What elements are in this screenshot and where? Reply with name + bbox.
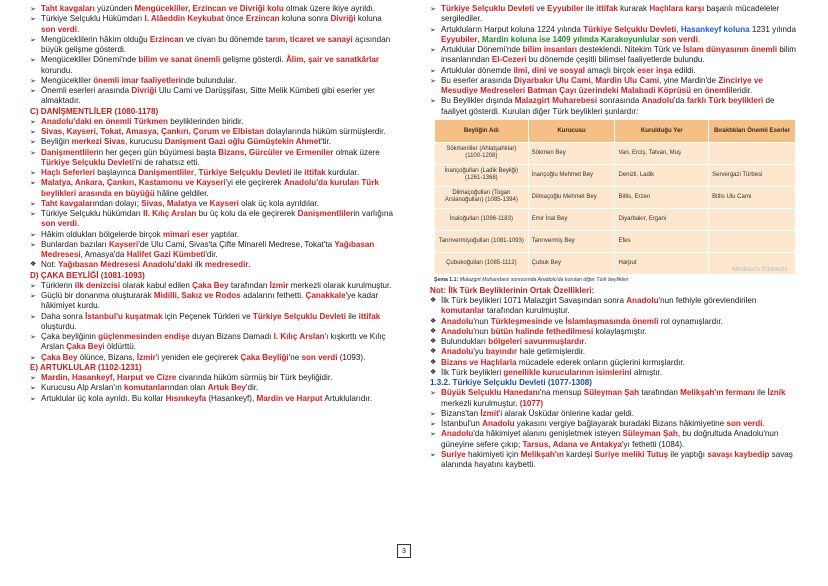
table-row xyxy=(435,186,796,208)
table-cell: Denizli, Ladik xyxy=(615,164,709,186)
note-item: ❖ Not: Yağıbasan Medresesi Anadolu'daki ilk medresedir. xyxy=(30,260,251,270)
section-heading: E) ARTUKLULAR (1102-1231) xyxy=(30,362,142,372)
table-cell: Dilmaçoğlu Mehmet Bey xyxy=(528,186,615,208)
table-cell: Harput xyxy=(615,252,709,274)
list-item: ➢ Artuklular üç kola ayrıldı. Bu kollar Hısnıkeyfa (Hasankeyf), Mardin ve Harput Artuklularıdır. xyxy=(30,393,373,403)
table-cell: Emir İnal Bey xyxy=(528,208,615,230)
list-item: ➢ Türkiye Selçuklu Hükümdarı I. Alâeddin Keykubat önce Erzincan koluna sonra Divriği koluna son verdi. xyxy=(30,14,382,34)
list-item: ➢ Suriye hakimiyeti için Melikşah'ın kardeşi Suriye meliki Tutuş ile yaptığı savaşı kaybedip savaş alanında hayatını kaybetti. xyxy=(430,449,793,469)
note-item: ❖ İlk Türk beylikleri genellikle kurucularının isimlerini almıştır. xyxy=(430,367,663,377)
list-item: ➢ Artuklular dönemde ilmî, dinî ve sosyal amaçlı birçok eser inşa edildi. xyxy=(430,65,696,75)
note-item: ❖ Bulundukları bölgeleri savunmuşlardır. xyxy=(430,337,587,346)
page-number: 3 xyxy=(397,544,411,558)
beylikler-table xyxy=(434,119,796,275)
table-cell: Tanrıvermişoğulları (1081-1093) xyxy=(435,230,529,252)
table-header: Kurucusu xyxy=(528,119,615,142)
note-item: ❖ Anadolu'nun Türkleşmesinde ve İslamlaşmasında önemli rol oynamışlardır. xyxy=(430,316,723,326)
left-column xyxy=(30,4,398,404)
table-row xyxy=(435,142,796,164)
table-cell: Sökmenliler (Ahlatşahlılar) (1100-1208) xyxy=(435,142,529,164)
note-item: ❖ Anadolu'yu bayındır hale getirmişlerdir. xyxy=(430,347,586,357)
list-item: ➢ Artuklular Dönemi'nde bilim insanları desteklendi. Nitekim Türk ve İslam dünyasının önemli bilim insanlarından El-Cezeri bu dönemde çeşitli bilimsel faaliyetlerde bulundu. xyxy=(430,45,796,65)
list-item: ➢ Mardin, Hasankeyf, Harput ve Cizre civarında hüküm sürmüş bir Türk beyliğidir. xyxy=(30,373,333,382)
list-item: ➢ Beyliğin merkezi Sivas, kurucusu Danişment Gazi oğlu Gümüştekin Ahmet'tir. xyxy=(30,137,332,147)
table-cell: İnaloğulları (1096-1183) xyxy=(435,208,529,230)
note-heading: Not: İlk Türk Beyliklerinin Ortak Özellikleri: xyxy=(430,285,595,295)
list-item: ➢ Kurucusu Alp Arslan'ın komutanlarından olan Artuk Bey'dir. xyxy=(30,383,259,393)
table-cell: Dilmaçoğulları (Togan Arslanoğulları) (1085-1394) xyxy=(435,186,529,208)
list-item: ➢ Mengüceklilerin hâkim olduğu Erzincan ve civarı bu dönemde tarım, ticaret ve sanayi açısından büyük gelişme gösterdi. xyxy=(30,34,391,54)
list-item: ➢ Haçlı Seferleri başlayınca Danişmentliler, Türkiye Selçuklu Devleti ile ittifak kurdular. xyxy=(30,168,360,177)
list-item: ➢ Danişmentlilerin her geçen gün büyümesi başta Bizans, Gürcüler ve Ermeniler olmak üzere Türkiye Selçuklu Devleti'ni de rahatsız etti. xyxy=(30,147,380,167)
table-cell: Diyarbakır, Ergani xyxy=(615,208,709,230)
list-item: ➢ Çaka Bey ölünce, Bizans, İzmir'i yeniden ele geçirerek Çaka Beyliği'ne son verdi (1093). xyxy=(30,352,366,362)
note-item: ❖ Bizans ve Haçlılarla mücadele ederek onların güçlerini kırmışlardır. xyxy=(430,357,685,367)
table-header: Bıraktıkları Önemli Eserler xyxy=(709,119,796,142)
list-item: ➢ Malatya, Ankara, Çankırı, Kastamonu ve Kayseri'yi ele geçirerek Anadolu'da kurulan Türk beylikleri arasında en büyüğü hâline geldiler. xyxy=(30,178,379,198)
list-item: ➢ Bunlardan bazıları Kayseri'de Ulu Cami, Sivas'ta Çifte Minareli Medrese, Tokat'ta Yağıbasan Medresesi, Amasya'da Halifet Gazi Kümbeti'dir. xyxy=(30,239,375,259)
list-item: ➢ Bu Beylikler dışında Malazgirt Muharebesi sonrasında Anadolu'da farklı Türk beylikleri de faaliyet gösterdi. Kurulan diğer Türk beylikleri şunlardır: xyxy=(430,96,775,116)
list-item: ➢ Hâkim oldukları bölgelerde birçok mimari eser yaptılar. xyxy=(30,229,239,239)
table-cell: Sökmen Bey xyxy=(528,142,615,164)
section-heading: 1.3.2. Türkiye Selçuklu Devleti (1077-1308) xyxy=(430,378,592,387)
table-row xyxy=(435,230,796,252)
list-item: ➢ Türklerin ilk denizcisi olarak kabul edilen Çaka Bey tarafından İzmir merkezli olarak kurulmuştur. xyxy=(30,280,392,290)
table-cell xyxy=(709,142,796,164)
list-item: ➢ Türkiye Selçuklu hükümdarı II. Kılıç Arslan bu üç kolu da ele geçirerek Danişmentlilerin varlığına son verdi. xyxy=(30,209,393,229)
table-caption: Şema 1.1: Malazgirt Muharebesi sonrasında Anadolu'da kurulan diğer Türk beylikleri xyxy=(434,276,629,283)
table-header: Beyliğin Adı xyxy=(435,119,529,142)
note-item: ❖ İlk Türk beylikleri 1071 Malazgirt Savaşından sonra Anadolu'nun fethiyle görevlendirilen komutanlar tarafından kurulmuştur. xyxy=(430,296,757,316)
list-item: ➢ Artukluların Harput koluna 1224 yılında Türkiye Selçuklu Devleti, Hasankeyf koluna 1231 yılında Eyyubiler, Mardin koluna ise 1409 yılında Karakoyunlular son verdi. xyxy=(430,24,796,44)
list-item: ➢ Taht kavgalarından dolayı; Sivas, Malatya ve Kayseri olak üç kola ayrıldılar. xyxy=(30,198,319,208)
table-cell: Van, Erciş, Tatvan, Muş xyxy=(615,142,709,164)
list-item: ➢ Mengücekliler önemli imar faaliyetlerinde bulundular. xyxy=(30,75,237,85)
list-item: ➢ Daha sonra İstanbul'u kuşatmak için Peçenek Türkleri ve Türkiye Selçuklu Devleti ile ittifak oluşturdu. xyxy=(30,311,381,331)
section-heading: D) ÇAKA BEYLİĞİ (1081-1093) xyxy=(30,270,145,280)
table-cell xyxy=(709,230,796,252)
list-item: ➢ Çaka beyliğinin güçlenmesinden endişe duyan Bizans Damadı I. Kılıç Arslan'ı kışkırttı ve Kılıç Arslan Çaka Beyi öldürttü. xyxy=(30,332,386,352)
list-item: ➢ Anadolu'da hâkimiyet alanını genişletmek isteyen Süleyman Şah, bu doğrultuda Anadolu'nun güneyine sefere çıkıp; Tarsus, Adana ve Antakya'yı fethetti (1084). xyxy=(430,429,779,449)
list-item: ➢ İstanbul'un Anadolu yakasını vergiye bağlayarak buradaki Bizans hâkimiyetine son verdi. xyxy=(430,419,765,428)
table-cell: Efes xyxy=(615,230,709,252)
table-row xyxy=(435,208,796,230)
note-item: ❖ Anadolu'nun bütün halinde fethedilmesi kolaylaşmıştır. xyxy=(430,326,647,336)
table-cell: Bitlis Ulu Cami xyxy=(709,186,796,208)
table-cell: İnançoğulları (Ladik Beyliği) (1261-1368) xyxy=(435,164,529,186)
table-row xyxy=(435,164,796,186)
list-item: ➢ Önemli eserleri arasında Divriği Ulu Cami ve Darüşşifası, Sitte Melik Kümbeti gibi eserler yer almaktadır. xyxy=(30,86,375,106)
list-item: ➢ Bu eserler arasında Diyarbakır Ulu Cami, Mardin Ulu Cami, yine Mardin'de Zinciriye ve Mesudiye Medreseleri Batman Çayı üzerindeki Malabadi Köprüsü en önemlileridir. xyxy=(430,75,763,95)
table-cell: Servergazi Türbesi xyxy=(709,164,796,186)
list-item: ➢ Mengücekliler Dönemi'nde bilim ve sanat önemli gelişme gösterdi. Âlim, şair ve sanatkârlar korundu. xyxy=(30,55,380,75)
table-cell: Çubuk Bey xyxy=(528,252,615,274)
table-cell: Tanrıvermiş Bey xyxy=(528,230,615,252)
list-item: ➢ Güçlü bir donanma oluşturarak Midilli, Sakız ve Rodos adalarını fethetti. Çanakkale'ye kadar hâkimiyet kurdu. xyxy=(30,291,379,311)
table-cell: İnançoğlu Mehmet Bey xyxy=(528,164,615,186)
list-item: ➢ Türkiye Selçuklu Devleti ve Eyyubiler ile ittifak kurarak Haçlılara karşı başarılı mücadeleler sergilediler. xyxy=(430,4,780,24)
watermark: Windows'u Etkinleştir xyxy=(731,266,788,273)
table-header: Kurulduğu Yer xyxy=(615,119,709,142)
table-cell: Çubukoğulları (1085-1112) xyxy=(435,252,529,274)
list-item: ➢ Bizans'tan İzmit'i alarak Üsküdar önlerine kadar geldi. xyxy=(430,408,634,418)
section-heading: C) DANİŞMENTLİLER (1080-1178) xyxy=(30,106,159,116)
table-cell: Bitlis, Erzen xyxy=(615,186,709,208)
list-item: ➢ Anadolu'daki en önemli Türkmen beyliklerinden biridir. xyxy=(30,116,244,126)
table-cell xyxy=(709,208,796,230)
list-item: ➢ Büyük Selçuklu Hanedanı'na mensup Süleyman Şah tarafından Melikşah'ın fermanı ile İznik merkezli kurulmuştur. (1077) xyxy=(430,388,786,408)
list-item: ➢ Taht kavgaları yüzünden Mengücekliler, Erzincan ve Divriği kolu olmak üzere ikiye ayrıldı. xyxy=(30,4,376,13)
right-column xyxy=(430,4,798,470)
list-item: ➢ Sivas, Kayseri, Tokat, Amasya, Çankırı, Çorum ve Elbistan dolaylarında hüküm sürmüşlerdir. xyxy=(30,127,386,136)
